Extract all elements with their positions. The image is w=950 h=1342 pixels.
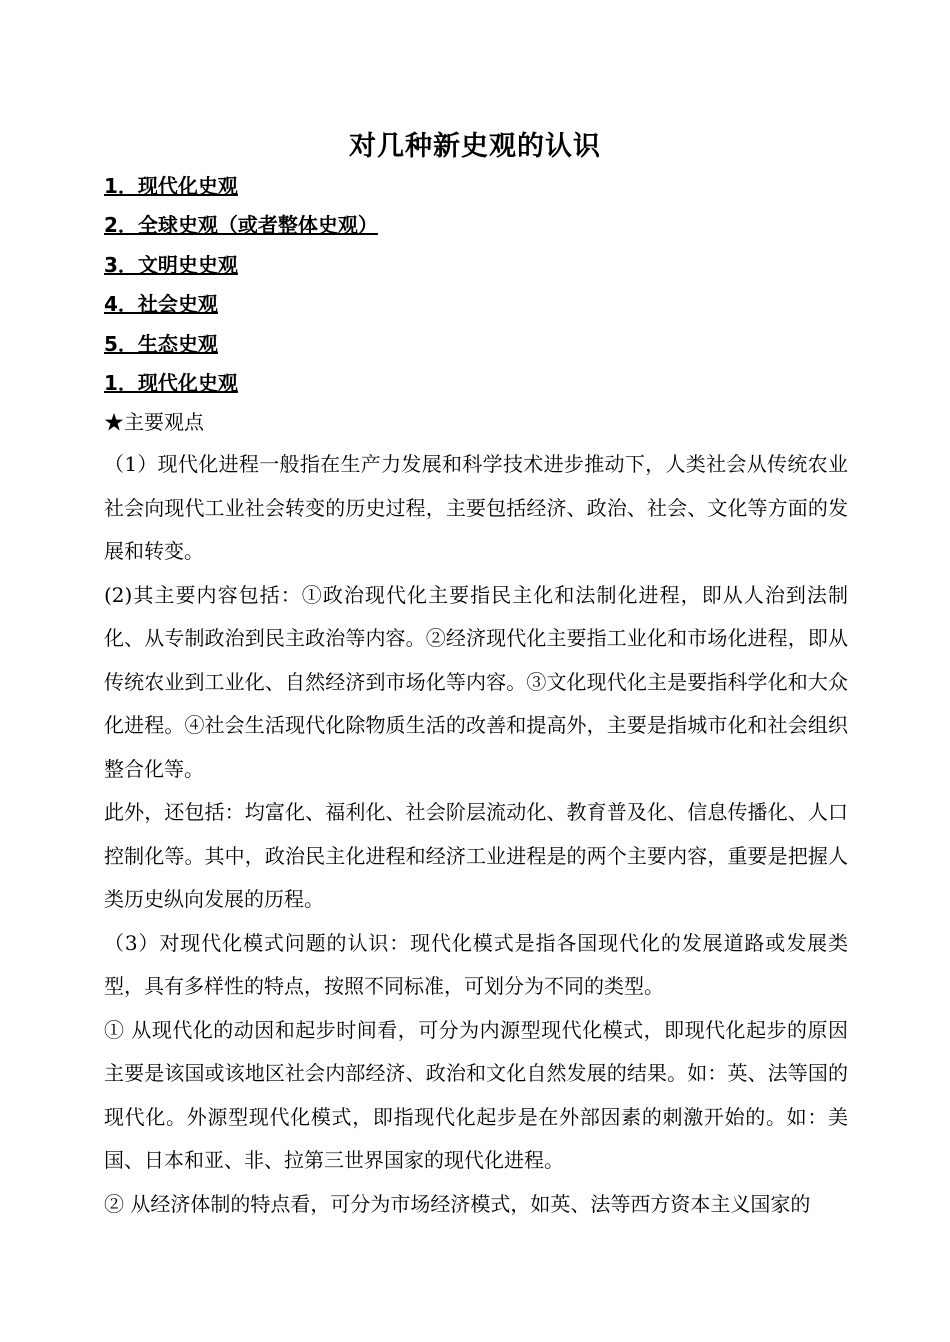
toc-link-modernization[interactable]: 1．现代化史观 — [104, 174, 238, 198]
toc-link-civilization-history[interactable]: 3．文明史史观 — [104, 252, 238, 277]
table-of-contents — [104, 170, 864, 367]
paragraph: （3）对现代化模式问题的认识：现代化模式是指各国现代化的发展道路或发展类型，具有多样性的特点，按照不同标准，可划分为不同的类型。 — [104, 930, 848, 998]
paragraph: 此外，还包括：均富化、福利化、社会阶层流动化、教育普及化、信息传播化、人口控制化等。其中，政治民主化进程和经济工业进程是的两个主要内容，重要是把握人类历史纵向发展的历程。 — [104, 800, 848, 911]
toc-link-ecological-history[interactable]: 5．生态史观 — [104, 331, 218, 356]
toc-link-social-history[interactable]: 4．社会史观 — [104, 292, 218, 317]
body-text — [104, 443, 848, 1226]
paragraph: (2)其主要内容包括：①政治现代化主要指民主化和法制化进程，即从人治到法制化、从专制政治到民主政治等内容。②经济现代化主要指工业化和市场化进程，即从传统农业到工业化、自然经济到市场化等内容。③文化现代化主是要指科学化和大众化进程。④社会生活现代化除物质生活的改善和提高外，主要是指城市化和社会组织整合化等。 — [104, 582, 848, 781]
document-title: 对几种新史观的认识 — [349, 131, 601, 162]
main-points-subheading: ★主要观点 — [104, 410, 204, 434]
section-heading: 1．现代化史观 — [104, 371, 238, 395]
paragraph: （1）现代化进程一般指在生产力发展和科学技术进步推动下，人类社会从传统农业社会向现代工业社会转变的历史过程，主要包括经济、政治、社会、文化等方面的发展和转变。 — [104, 452, 848, 563]
paragraph: ② 从经济体制的特点看，可分为市场经济模式，如英、法等西方资本主义国家的 — [104, 1191, 811, 1216]
toc-link-global-history[interactable]: 2．全球史观（或者整体史观） — [104, 213, 378, 238]
paragraph: ① 从现代化的动因和起步时间看，可分为内源型现代化模式，即现代化起步的原因主要是该国或该地区社会内部经济、政治和文化自然发展的结果。如：英、法等国的现代化。外源型现代化模式，即指现代化起步是在外部因素的刺激开始的。如：美国、日本和亚、非、拉第三世界国家的现代化进程。 — [104, 1017, 848, 1172]
